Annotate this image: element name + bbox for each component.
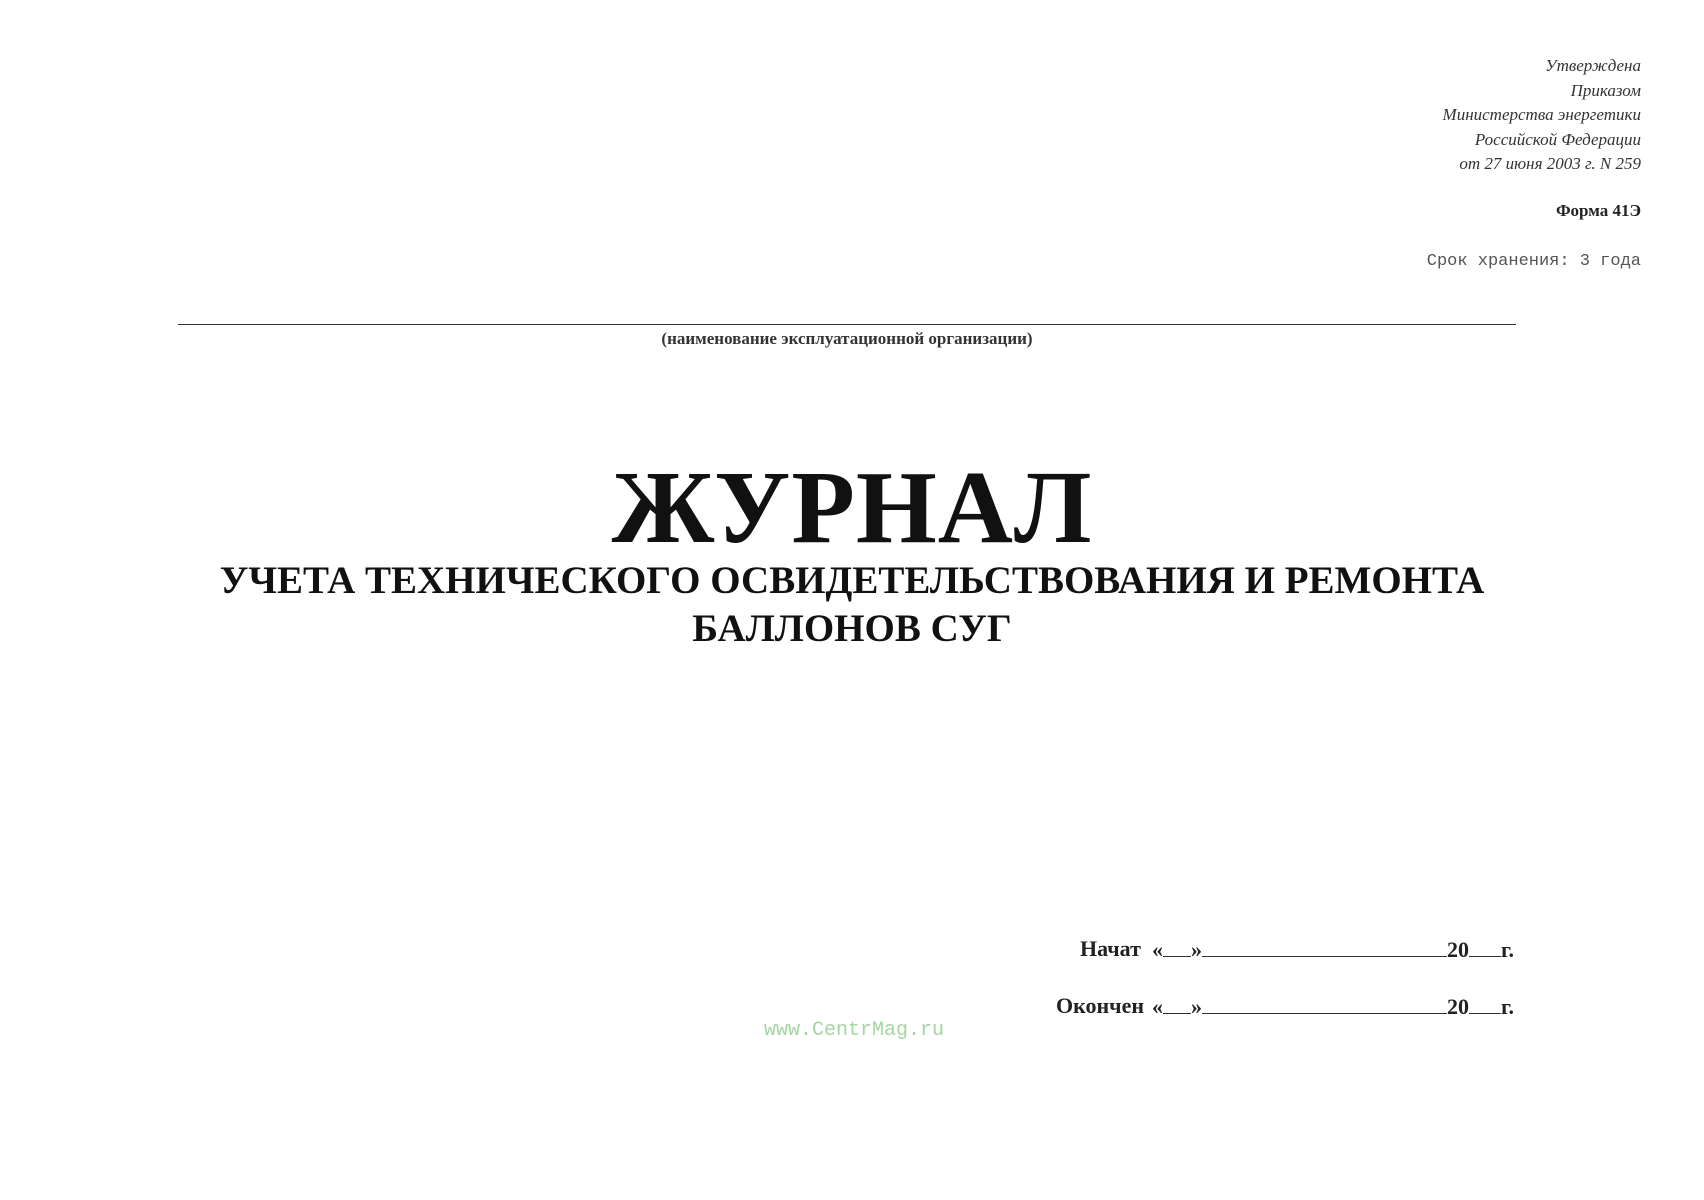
month-blank[interactable] <box>1202 993 1447 1014</box>
day-blank[interactable] <box>1163 993 1191 1014</box>
date-ended-field[interactable] <box>1152 993 1514 1020</box>
year-suffix: г. <box>1501 937 1515 962</box>
open-quote: « <box>1152 937 1163 962</box>
approval-line: Приказом <box>1570 80 1641 100</box>
close-quote: » <box>1191 937 1202 962</box>
open-quote: « <box>1152 994 1163 1019</box>
date-started-label: Начат <box>1080 936 1141 961</box>
approval-stamp <box>1443 54 1641 177</box>
subtitle-line-2: БАЛЛОНОВ СУГ <box>692 607 1012 650</box>
year-blank[interactable] <box>1469 993 1501 1014</box>
page-subtitle <box>0 557 1704 653</box>
year-prefix: 20 <box>1447 994 1469 1019</box>
year-prefix: 20 <box>1447 937 1469 962</box>
approval-line: Министерства энергетики <box>1442 105 1641 124</box>
organization-caption: (наименование эксплуатационной организации) <box>661 329 1033 348</box>
date-started-field[interactable] <box>1152 936 1514 963</box>
year-blank[interactable] <box>1469 936 1501 957</box>
approval-line: Утверждена <box>1545 56 1641 75</box>
watermark: www.CentrMag.ru <box>763 1019 945 1042</box>
form-number: Форма 41Э <box>1555 201 1641 220</box>
approval-line: Российской Федерации <box>1474 129 1641 149</box>
retention-period: Срок хранения: 3 года <box>1426 252 1641 271</box>
year-suffix: г. <box>1501 994 1515 1019</box>
subtitle-line-1: УЧЕТА ТЕХНИЧЕСКОГО ОСВИДЕТЕЛЬСТВОВАНИЯ И РЕМОНТА <box>219 559 1485 602</box>
date-ended-label: Окончен <box>1056 993 1145 1018</box>
day-blank[interactable] <box>1163 936 1191 957</box>
page-title: ЖУРНАЛ <box>611 450 1093 565</box>
approval-line: от 27 июня 2003 г. N 259 <box>1459 154 1641 173</box>
close-quote: » <box>1191 994 1202 1019</box>
month-blank[interactable] <box>1202 936 1447 957</box>
organization-name-line[interactable] <box>178 324 1516 325</box>
